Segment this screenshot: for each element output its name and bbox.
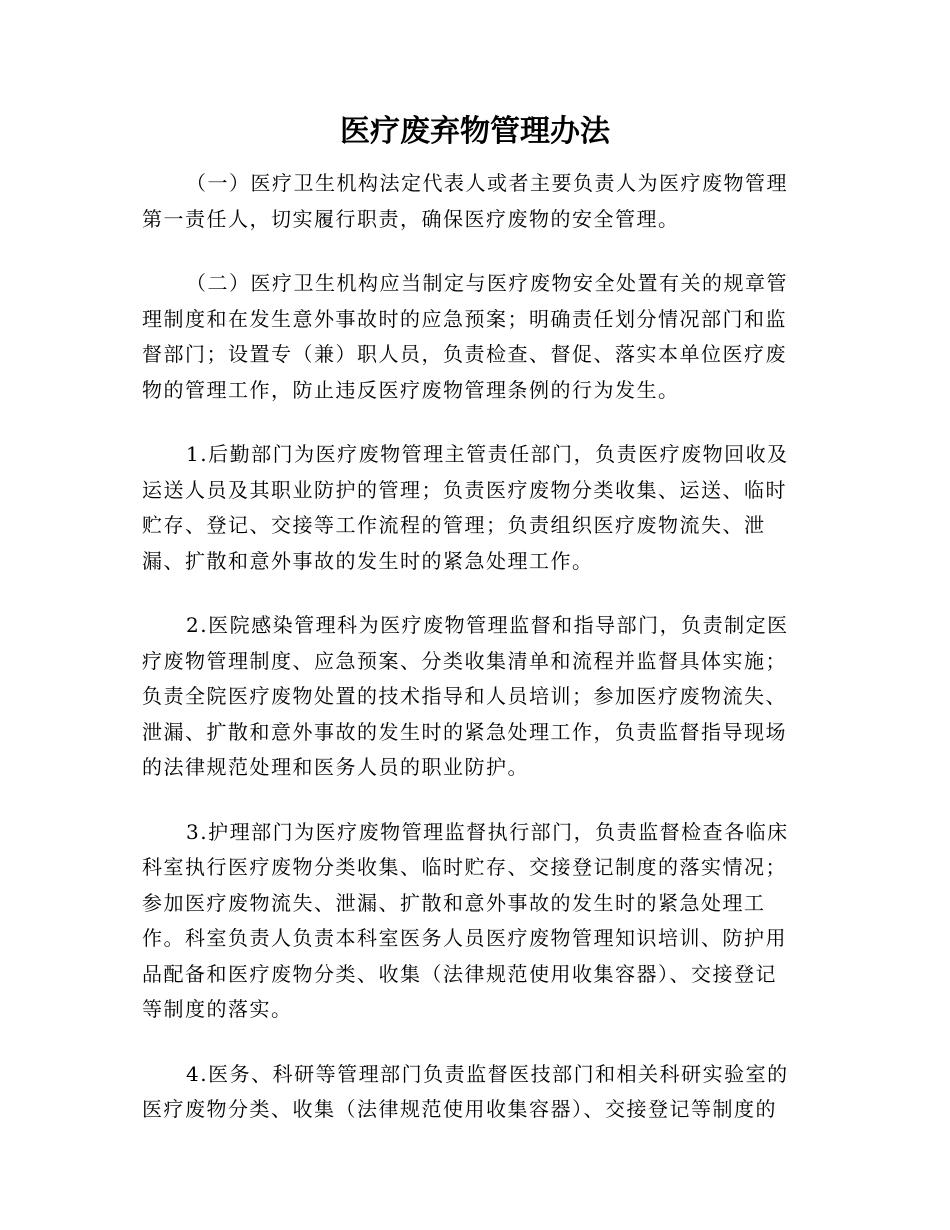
document-body	[142, 166, 794, 1157]
paragraph-line: 科室执行医疗废物分类收集、临时贮存、交接登记制度的落实情况；	[142, 855, 787, 879]
paragraph-line: 参加医疗废物流失、泄漏、扩散和意外事故的发生时的紧急处理工	[142, 890, 766, 915]
document-title: 医疗废弃物管理办法	[340, 114, 610, 149]
paragraph-line: 1.后勤部门为医疗废物管理主管责任部门，负责医疗废物回收及	[186, 442, 789, 466]
paragraph-line: 2.医院感染管理科为医疗废物管理监督和指导部门，负责制定医	[186, 613, 789, 637]
paragraph-line: 督部门；设置专（兼）职人员，负责检查、督促、落实本单位医疗废	[142, 342, 787, 366]
paragraph-line: 3.护理部门为医疗废物管理监督执行部门，负责监督检查各临床	[186, 819, 789, 844]
paragraph-line: 运送人员及其职业防护的管理；负责医疗废物分类收集、运送、临时	[142, 477, 787, 502]
paragraph-5	[142, 815, 794, 1028]
paragraph-line: 4.医务、科研等管理部门负责监督医技部门和相关科研实验室的	[186, 1061, 789, 1086]
paragraph-line: 的法律规范处理和医务人员的职业防护。	[142, 755, 529, 779]
paragraph-line: （一）医疗卫生机构法定代表人或者主要负责人为医疗废物管理	[186, 171, 788, 195]
paragraph-2	[142, 266, 794, 408]
paragraph-4	[142, 608, 794, 786]
paragraph-1	[142, 166, 794, 237]
paragraph-line: 漏、扩散和意外事故的发生时的紧急处理工作。	[142, 548, 594, 573]
paragraph-line: 泄漏、扩散和意外事故的发生时的紧急处理工作，负责监督指导现场	[142, 719, 787, 744]
paragraph-line: 品配备和医疗废物分类、收集（法律规范使用收集容器）、交接登记	[142, 961, 777, 986]
paragraph-line: （二）医疗卫生机构应当制定与医疗废物安全处置有关的规章管	[186, 271, 788, 295]
paragraph-line: 作。科室负责人负责本科室医务人员医疗废物管理知识培训、防护用	[142, 926, 787, 950]
paragraph-line: 医疗废物分类、收集（法律规范使用收集容器）、交接登记等制度的	[142, 1097, 777, 1121]
paragraph-line: 第一责任人，切实履行职责，确保医疗废物的安全管理。	[142, 206, 680, 231]
paragraph-line: 理制度和在发生意外事故时的应急预案；明确责任划分情况部门和监	[142, 306, 787, 331]
paragraph-6	[142, 1057, 794, 1128]
paragraph-line: 疗废物管理制度、应急预案、分类收集清单和流程并监督具体实施；	[142, 648, 787, 673]
paragraph-line: 物的管理工作，防止违反医疗废物管理条例的行为发生。	[142, 377, 680, 402]
paragraph-line: 等制度的落实。	[142, 997, 293, 1021]
paragraph-line: 负责全院医疗废物处置的技术指导和人员培训；参加医疗废物流失、	[142, 684, 787, 708]
paragraph-3	[142, 437, 794, 579]
paragraph-line: 贮存、登记、交接等工作流程的管理；负责组织医疗废物流失、泄	[142, 513, 766, 537]
